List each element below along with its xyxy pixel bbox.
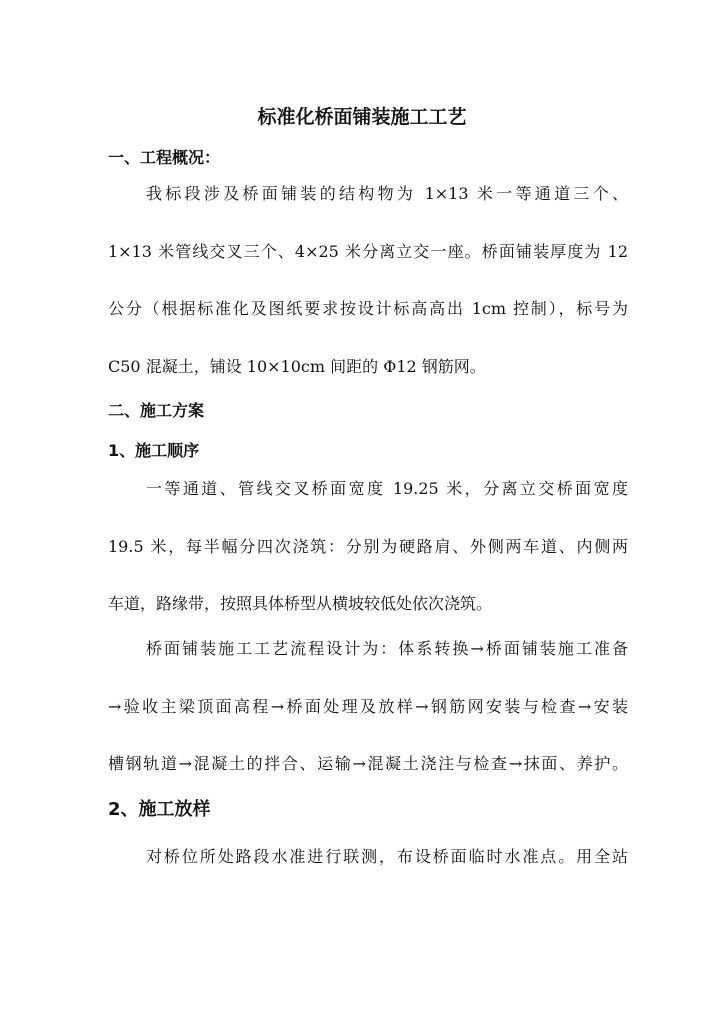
paragraph-line: 1×13 米管线交叉三个、4×25 米分离立交一座。桥面铺装厚度为 12 bbox=[108, 242, 628, 261]
paragraph-line: 对桥位所处路段水准进行联测，布设桥面临时水准点。用全站 bbox=[146, 847, 628, 866]
paragraph-line: 车道，路缘带，按照具体桥型从横坡较低处依次浇筑。 bbox=[108, 594, 493, 613]
paragraph-line: C50 混凝土，铺设 10×10cm 间距的 Φ12 钢筋网。 bbox=[108, 357, 486, 376]
subsection-heading-layout: 2、施工放样 bbox=[108, 799, 211, 820]
paragraph-line: 19.5 米，每半幅分四次浇筑：分别为硬路肩、外侧两车道、内侧两 bbox=[108, 537, 628, 556]
paragraph-line: 公分（根据标准化及图纸要求按设计标高高出 1cm 控制），标号为 bbox=[108, 299, 628, 318]
section-heading-overview: 一、工程概况： bbox=[108, 148, 221, 167]
section-heading-plan: 二、施工方案 bbox=[108, 401, 205, 420]
paragraph-line: 一等通道、管线交叉桥面宽度 19.25 米，分离立交桥面宽度 bbox=[146, 479, 628, 498]
paragraph-line: 桥面铺装施工工艺流程设计为：体系转换→桥面铺装施工准备 bbox=[146, 639, 628, 658]
subsection-heading-sequence: 1、施工顺序 bbox=[108, 441, 200, 460]
paragraph-line: 我标段涉及桥面铺装的结构物为 1×13 米一等通道三个、 bbox=[146, 184, 628, 203]
document-title: 标准化桥面铺装施工工艺 bbox=[257, 106, 467, 128]
paragraph-line: 槽钢轨道→混凝土的拌合、运输→混凝土浇注与检查→抹面、养护。 bbox=[108, 754, 628, 773]
paragraph-line: →验收主梁顶面高程→桥面处理及放样→钢筋网安装与检查→安装 bbox=[108, 697, 628, 716]
